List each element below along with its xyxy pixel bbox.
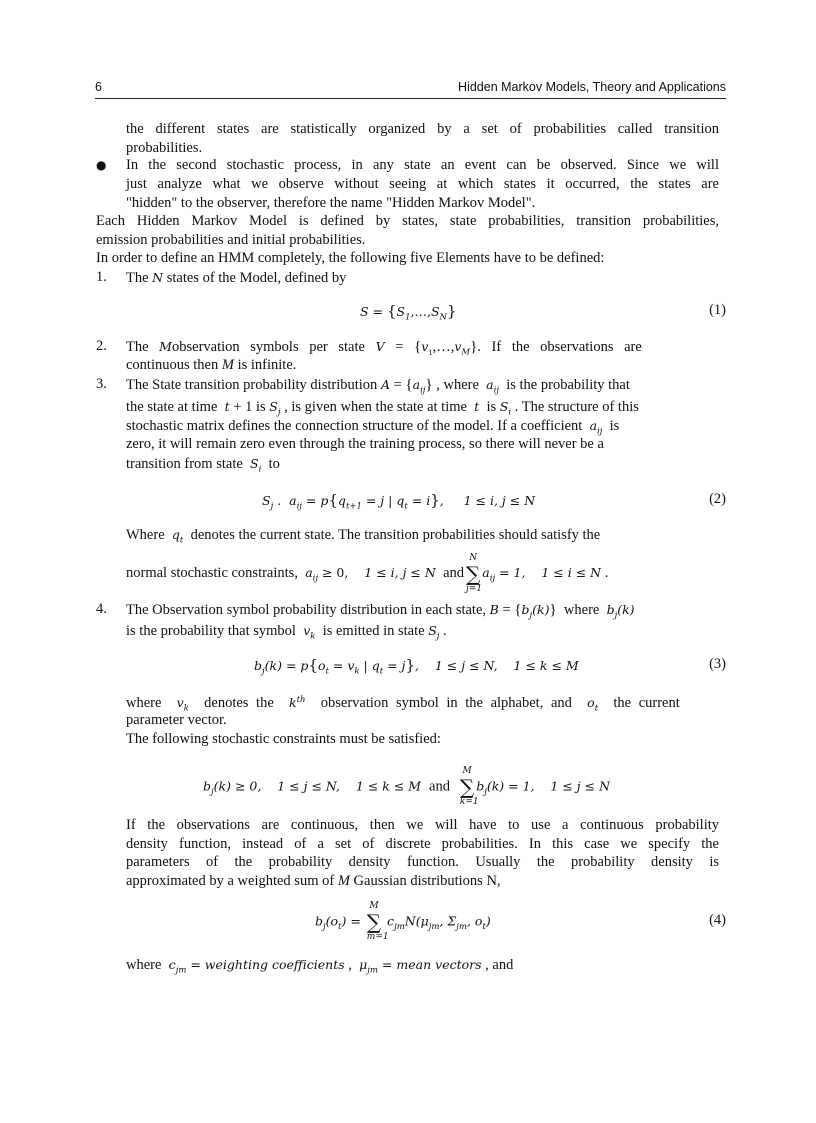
where-text: denotes the: [204, 695, 274, 712]
paragraph-text: Gaussian distributions N,: [353, 873, 501, 889]
paragraph-line: where $c_{jm}$ = weighting coefficients , $\mu_{jm}$ = mean vectors , and: [126, 957, 514, 976]
equation-1: $S = \{S_1,\dots,S_N\}$: [360, 302, 457, 323]
paragraph-line: probabilities.: [126, 140, 203, 156]
paragraph-line: where $v_k$ denotes the $k^{th}$ observation symbol in the alphabet, and $o_t$ the current: [126, 695, 680, 714]
paragraph-line: The following stochastic constraints must be satisfied:: [126, 731, 441, 747]
running-header: [95, 80, 726, 98]
list-number: 1.: [96, 269, 107, 285]
equation-4: $b_j(o_t)$ = ∑ M m=1 $c_{jm}N(\mu_{jm}$, $\Sigma_{jm}$, $o_t$): [315, 901, 491, 942]
and-label: and: [429, 778, 450, 795]
list-item-text: transition from state $S_i$ to: [126, 456, 280, 475]
list-item-text: continuous then M is infinite.: [126, 357, 297, 373]
paragraph-line: the different states are statistically organized by a set of probabilities called transition: [126, 121, 719, 137]
paragraph-line: Where $q_t$ denotes the current state. The transition probabilities should satisfy the: [126, 527, 601, 546]
constraint-label: normal stochastic constraints,: [126, 565, 298, 581]
list-item-text: stochastic matrix defines the connection structure of the model. If a coefficient $a_{ij}$ is: [126, 418, 620, 437]
equation-number: (2): [709, 491, 726, 507]
paragraph-line: approximated by a weighted sum of M Gaussian distributions N,: [126, 873, 501, 889]
running-title: Hidden Markov Models, Theory and Applications: [458, 80, 726, 94]
paragraph-line: In order to define an HMM completely, the following five Elements have to be defined:: [96, 250, 605, 266]
paragraph-line: parameter vector.: [126, 712, 227, 728]
equation-number: (4): [709, 912, 726, 928]
list-item-text: is the probability that symbol $v_k$ is emitted in state $S_j$ .: [126, 623, 447, 642]
paragraph-line: If the observations are continuous, then we will have to use a continuous probability: [126, 817, 719, 833]
page-number: 6: [95, 80, 102, 94]
and-label: and: [443, 565, 465, 581]
constraint-line: normal stochastic constraints, $a_{ij} \ge 0$, 1 ≤ i, j ≤ N and ∑ N j=1 $a_{ij} = 1$, 1 ≤ i ≤ N .: [126, 552, 609, 594]
header-rule: [95, 98, 726, 99]
where-label: where: [126, 957, 162, 973]
equation-3: $b_j(k) = p\{o_t = v_k$ | $q_t = j$}, 1 ≤ j ≤ N, 1 ≤ k ≤ M: [254, 656, 579, 677]
where-text: the current: [613, 695, 680, 712]
bullet-icon: ●: [96, 158, 107, 172]
paragraph-line: parameters of the probability density function. Usually the probability density is: [126, 854, 719, 870]
paragraph-line: emission probabilities and initial probabilities.: [96, 232, 366, 248]
list-item-text: The Observation symbol probability distribution in each state, $B = \{b_j(k)\}$ where $b_j(k)$: [126, 602, 635, 621]
list-number: 2.: [96, 338, 107, 354]
list-item-text: zero, it will remain zero even through the training process, so there will never be a: [126, 436, 604, 452]
equation-number: (3): [709, 656, 726, 672]
paragraph-text: approximated by a weighted sum of: [126, 873, 335, 889]
list-number: 4.: [96, 601, 107, 617]
list-number: 3.: [96, 376, 107, 392]
paragraph-line: just analyze what we observe without seeing at which states it occurred, the states are: [126, 176, 719, 192]
list-item-text: The State transition probability distribution $A = \{a_{ij}\}$ , where $a_{ij}$ is the probability that: [126, 377, 630, 396]
where-label: Where: [126, 527, 165, 543]
where-label: where: [126, 695, 162, 712]
paragraph-line: In the second stochastic process, in any state an event can be observed. Since we will: [126, 157, 719, 173]
where-text: denotes the current state. The transition probabilities should satisfy the: [190, 527, 601, 543]
constraint-equation: $b_j(k) \ge 0$, 1 ≤ j ≤ N, 1 ≤ k ≤ M and ∑ M k=1 $b_j(k) = 1$, 1 ≤ j ≤ N: [203, 766, 611, 807]
paragraph-line: "hidden" to the observer, therefore the name "Hidden Markov Model".: [126, 195, 536, 211]
where-text: , and: [485, 957, 514, 973]
equation-2: $S_j$ . $a_{ij} = p\{q_{t+1} = j$ | $q_t = i$}, 1 ≤ i, j ≤ N: [262, 491, 536, 512]
list-item-text: The Mobservation symbols per state $V = \{v_1,\dots,v_M\}$. If the observations are: [126, 339, 642, 358]
list-item-text: The N states of the Model, defined by: [126, 270, 347, 286]
equation-number: (1): [709, 302, 726, 318]
list-item-text: the state at time t + 1 is $S_j$ , is given when the state at time t is $S_i$ . The structure of this: [126, 399, 639, 418]
where-text: observation symbol in the alphabet, and: [320, 695, 572, 712]
paragraph-line: Each Hidden Markov Model is defined by states, state probabilities, transition probabilities,: [96, 213, 719, 229]
paragraph-line: density function, instead of a set of discrete probabilities. In this case we specify the: [126, 836, 719, 852]
